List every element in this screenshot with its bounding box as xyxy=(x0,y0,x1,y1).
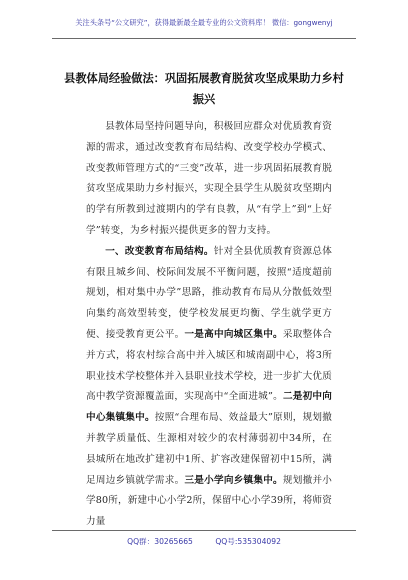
section-heading: 一、改变教育布局结构。 xyxy=(105,245,214,257)
footer-contact xyxy=(52,536,356,547)
document-title: 县教体局经验做法：巩固拓展教育脱贫攻坚成果助力乡村振兴 xyxy=(64,71,344,106)
section-text: 针对全县优质教育资源总体有限且城乡间、校际间发展不平衡问题，按照“适度超前规划，相对集中办学”思路，推动教育布局从分散低效型向集约高效型转变，使学校发展更均衡、学生就学更方便、接受教育更公平。 xyxy=(86,245,332,340)
header-promo: 关注头条号“公文研究”，获得最新最全最专业的公文资料库！ 微信：gongwenyj xyxy=(75,18,333,27)
paragraph-intro: 县教体局坚持问题导向，积极回应群众对优质教育资源的需求，通过改变教育布局结构、改变学校办学模式、改变教师管理方式的“三变”改革，进一步巩固拓展教育脱贫攻坚成果助力乡村振兴，实现全县学生从脱贫攻坚期内的学有所教到过渡期内的学有良教，从“有学上”到“上好学”转变，为乡村振兴提供更多的智力支持。 xyxy=(86,121,332,236)
point-2-lead: 二是初中向中心集镇集中。 xyxy=(86,391,332,424)
footer-divider xyxy=(52,530,356,531)
point-1-lead: 一是高中向城区集中。 xyxy=(184,328,283,340)
point-2-text: 按照“合理布局、效益最大”原则，规划撤并教学质量低、生源相对较少的农村薄弱初中34所，在县城所在地改扩建初中1所、扩容改建保留初中15所，满足周边乡镇就学需求。 xyxy=(86,412,332,486)
point-3-lead: 三是小学向乡镇集中。 xyxy=(184,474,283,486)
qq-group: QQ群：30265665 xyxy=(127,537,193,546)
paragraph-section-1 xyxy=(86,242,332,533)
document-body xyxy=(86,117,332,533)
point-3-text: 规划撤并小学80所，新建中心小学2所，保留中心小学39所，将师资力量 xyxy=(86,474,333,528)
header-divider xyxy=(52,38,356,39)
qq-number: QQ号:535304092 xyxy=(215,537,281,546)
point-1-text: 采取整体合并方式，将农村综合高中并入城区和城南副中心，将3所职业技术学校整体并入县职业技术学校，进一步扩大优质高中教学资源覆盖面，实现高中“全面进城”。 xyxy=(86,328,333,403)
